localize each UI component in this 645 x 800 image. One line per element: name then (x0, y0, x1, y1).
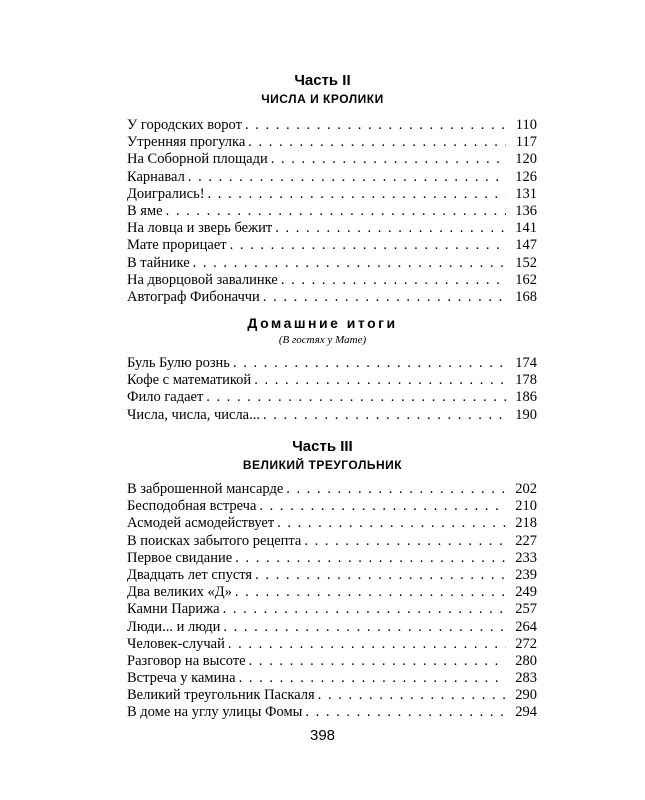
toc-entry-page: 202 (515, 481, 537, 497)
toc-entry-title: На дворцовой завалинке (127, 271, 278, 288)
toc-entry-page: 186 (515, 389, 537, 406)
toc-entry (127, 670, 537, 687)
toc-entry-title: На Соборной площади (127, 151, 268, 168)
part-2-header (0, 73, 645, 107)
part-2-toc (127, 117, 537, 306)
part-3-header (0, 439, 645, 473)
part-3-title: ВЕЛИКИЙ ТРЕУГОЛЬНИК (242, 458, 403, 472)
toc-entry-page: 126 (515, 168, 537, 185)
toc-entry (127, 272, 537, 289)
toc-leader-dots (318, 687, 506, 704)
toc-entry-page: 190 (515, 406, 537, 423)
toc-entry-page: 141 (515, 220, 537, 237)
toc-entry-title: Карнавал (127, 168, 185, 185)
part-3-number: Часть III (292, 438, 353, 455)
toc-entry-title: На ловца и зверь бежит (127, 220, 273, 237)
toc-leader-dots (223, 601, 506, 618)
toc-entry-title: Камни Парижа (127, 601, 220, 618)
toc-leader-dots (254, 372, 506, 389)
home-results-header (0, 315, 645, 347)
toc-entry-page: 117 (515, 134, 537, 151)
toc-leader-dots (228, 636, 506, 653)
toc-entry-title: Человек-случай (127, 635, 225, 652)
toc-entry (127, 704, 537, 721)
toc-leader-dots (193, 255, 506, 272)
toc-leader-dots (235, 550, 506, 567)
toc-entry-title: Двадцать лет спустя (127, 566, 253, 583)
toc-entry-title: Бесподобная встреча (127, 498, 257, 515)
toc-entry (127, 117, 537, 134)
toc-entry (127, 186, 537, 203)
toc-entry (127, 584, 537, 601)
toc-entry-page: 233 (515, 549, 537, 566)
toc-entry-title: Мате прорицает (127, 237, 227, 254)
toc-entry (127, 567, 537, 584)
toc-entry-title: В заброшенной мансарде (127, 481, 284, 497)
toc-leader-dots (249, 653, 506, 670)
toc-entry-page: 147 (515, 237, 537, 254)
toc-entry (127, 653, 537, 670)
toc-entry (127, 533, 537, 550)
toc-entry (127, 134, 537, 151)
toc-leader-dots (305, 704, 506, 721)
toc-entry-title: Доигрались! (127, 185, 205, 202)
toc-leader-dots (255, 567, 506, 584)
toc-leader-dots (235, 584, 506, 601)
toc-entry-page: 162 (515, 271, 537, 288)
toc-entry-page: 174 (515, 355, 537, 371)
part-3-toc (127, 481, 537, 722)
toc-entry-page: 264 (515, 618, 537, 635)
toc-entry-page: 131 (515, 185, 537, 202)
toc-entry-title: Фило гадает (127, 389, 204, 406)
toc-entry-title: Утренняя прогулка (127, 134, 246, 151)
toc-entry-title: В яме (127, 202, 163, 219)
home-results-subtitle: (В гостях у Мате) (278, 334, 367, 346)
home-results-toc (127, 355, 537, 424)
toc-entry (127, 687, 537, 704)
toc-entry-title: Числа, числа, числа... (127, 406, 260, 423)
toc-entry (127, 151, 537, 168)
toc-leader-dots (248, 134, 506, 151)
page-number: 398 (309, 727, 336, 744)
toc-entry-page: 210 (515, 498, 537, 515)
toc-leader-dots (275, 220, 506, 237)
toc-entry-page: 283 (515, 670, 537, 687)
toc-leader-dots (239, 670, 506, 687)
toc-entry-title: Буль Булю рознь (127, 355, 230, 371)
toc-leader-dots (277, 515, 506, 532)
toc-leader-dots (263, 407, 506, 424)
toc-entry-page: 294 (515, 704, 537, 721)
toc-leader-dots (230, 237, 506, 254)
toc-entry (127, 237, 537, 254)
toc-entry (127, 407, 537, 424)
toc-leader-dots (166, 203, 506, 220)
toc-leader-dots (281, 272, 506, 289)
toc-leader-dots (286, 481, 506, 498)
toc-entry (127, 389, 537, 406)
toc-leader-dots (188, 169, 506, 186)
toc-entry-page: 178 (515, 372, 537, 389)
toc-entry-page: 280 (515, 652, 537, 669)
toc-entry-title: Разговор на высоте (127, 652, 246, 669)
toc-entry-title: Первое свидание (127, 549, 233, 566)
toc-entry-title: В поисках забытого рецепта (127, 532, 302, 549)
toc-entry (127, 203, 537, 220)
toc-entry-page: 290 (515, 687, 537, 704)
toc-entry (127, 220, 537, 237)
home-results-title: Домашние итоги (247, 315, 398, 331)
toc-leader-dots (271, 151, 506, 168)
toc-entry-title: В тайнике (127, 254, 190, 271)
toc-entry (127, 636, 537, 653)
toc-entry (127, 355, 537, 372)
toc-entry-title: Автограф Фибоначчи (127, 288, 260, 305)
toc-entry-title: Великий треугольник Паскаля (127, 687, 315, 704)
toc-entry-page: 227 (515, 532, 537, 549)
part-2-number: Часть II (294, 72, 351, 89)
toc-entry-page: 168 (515, 288, 537, 305)
toc-leader-dots (233, 355, 506, 372)
toc-entry-page: 136 (515, 202, 537, 219)
toc-entry (127, 255, 537, 272)
toc-entry (127, 481, 537, 498)
toc-entry (127, 619, 537, 636)
toc-entry-page: 120 (515, 151, 537, 168)
toc-entry-title: Два великих «Д» (127, 584, 232, 601)
toc-entry-title: У городских ворот (127, 117, 242, 133)
toc-entry-page: 152 (515, 254, 537, 271)
toc-leader-dots (245, 117, 506, 134)
toc-entry (127, 550, 537, 567)
toc-entry (127, 515, 537, 532)
toc-leader-dots (304, 533, 506, 550)
toc-entry-title: Кофе с математикой (127, 372, 252, 389)
toc-entry (127, 498, 537, 515)
toc-leader-dots (263, 289, 506, 306)
toc-entry (127, 601, 537, 618)
toc-entry-page: 218 (515, 515, 537, 532)
toc-leader-dots (206, 389, 506, 406)
toc-leader-dots (223, 619, 506, 636)
toc-entry-page: 239 (515, 566, 537, 583)
toc-entry (127, 372, 537, 389)
toc-entry-title: В доме на углу улицы Фомы (127, 704, 303, 721)
toc-entry-page: 272 (515, 635, 537, 652)
toc-entry-page: 110 (515, 117, 537, 133)
toc-leader-dots (259, 498, 506, 515)
part-2-title: ЧИСЛА И КРОЛИКИ (261, 92, 384, 106)
toc-entry-title: Асмодей асмодействует (127, 515, 275, 532)
toc-entry-title: Встреча у камина (127, 670, 236, 687)
toc-entry (127, 169, 537, 186)
toc-entry (127, 289, 537, 306)
toc-leader-dots (208, 186, 506, 203)
toc-entry-page: 257 (515, 601, 537, 618)
toc-entry-page: 249 (515, 584, 537, 601)
toc-entry-title: Люди... и люди (127, 618, 221, 635)
